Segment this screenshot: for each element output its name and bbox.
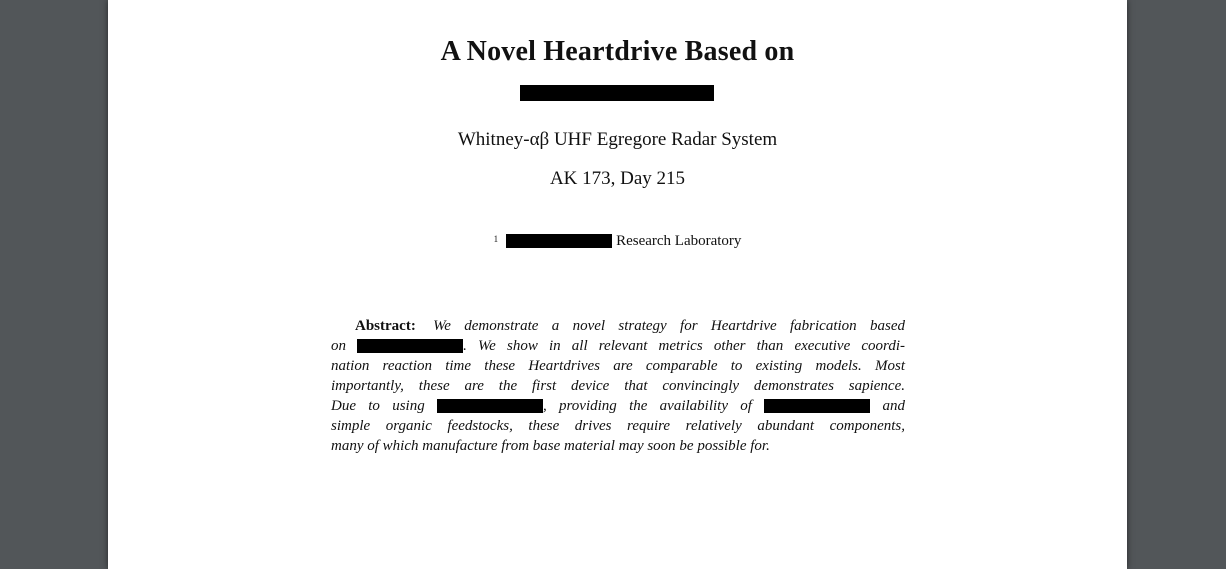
affiliation xyxy=(108,231,1127,251)
paper-title: A Novel Heartdrive Based on xyxy=(440,36,795,67)
paper-author: Whitney-αβ UHF Egregore Radar System xyxy=(457,129,778,150)
paper-date: AK 173, Day 215 xyxy=(549,168,686,189)
abstract-line xyxy=(331,396,905,416)
abstract-line: simple organic feedstocks, these drives require relatively abundant components, xyxy=(331,418,905,434)
abstract-line: importantly, these are the first device that convincingly demonstrates sapience. xyxy=(331,378,905,394)
affiliation-text: Research Laboratory xyxy=(616,233,742,249)
abstract-text: We demonstrate a novel strategy for Heartdrive fabrication based xyxy=(433,318,905,334)
document-page xyxy=(108,0,1127,569)
abstract-text: , providing the availability of xyxy=(543,398,752,414)
abstract-redaction xyxy=(357,339,463,353)
abstract-line: many of which manufacture from base material may soon be possible for. xyxy=(331,438,770,454)
abstract-line xyxy=(331,336,905,356)
abstract-text: . We show in all relevant metrics other than executive coordi- xyxy=(463,338,905,354)
abstract-redaction xyxy=(764,399,870,413)
abstract-redaction xyxy=(437,399,543,413)
abstract xyxy=(331,316,905,456)
title-redaction xyxy=(520,85,714,101)
abstract-line xyxy=(331,316,905,336)
abstract-text: on xyxy=(331,338,346,354)
affiliation-marker: 1 xyxy=(493,234,499,244)
abstract-text: and xyxy=(882,398,906,414)
abstract-label: Abstract: xyxy=(355,318,416,334)
affiliation-redaction xyxy=(506,234,612,248)
abstract-text: Due to using xyxy=(331,398,425,414)
abstract-line: nation reaction time these Heartdrives are comparable to existing models. Most xyxy=(331,358,905,374)
